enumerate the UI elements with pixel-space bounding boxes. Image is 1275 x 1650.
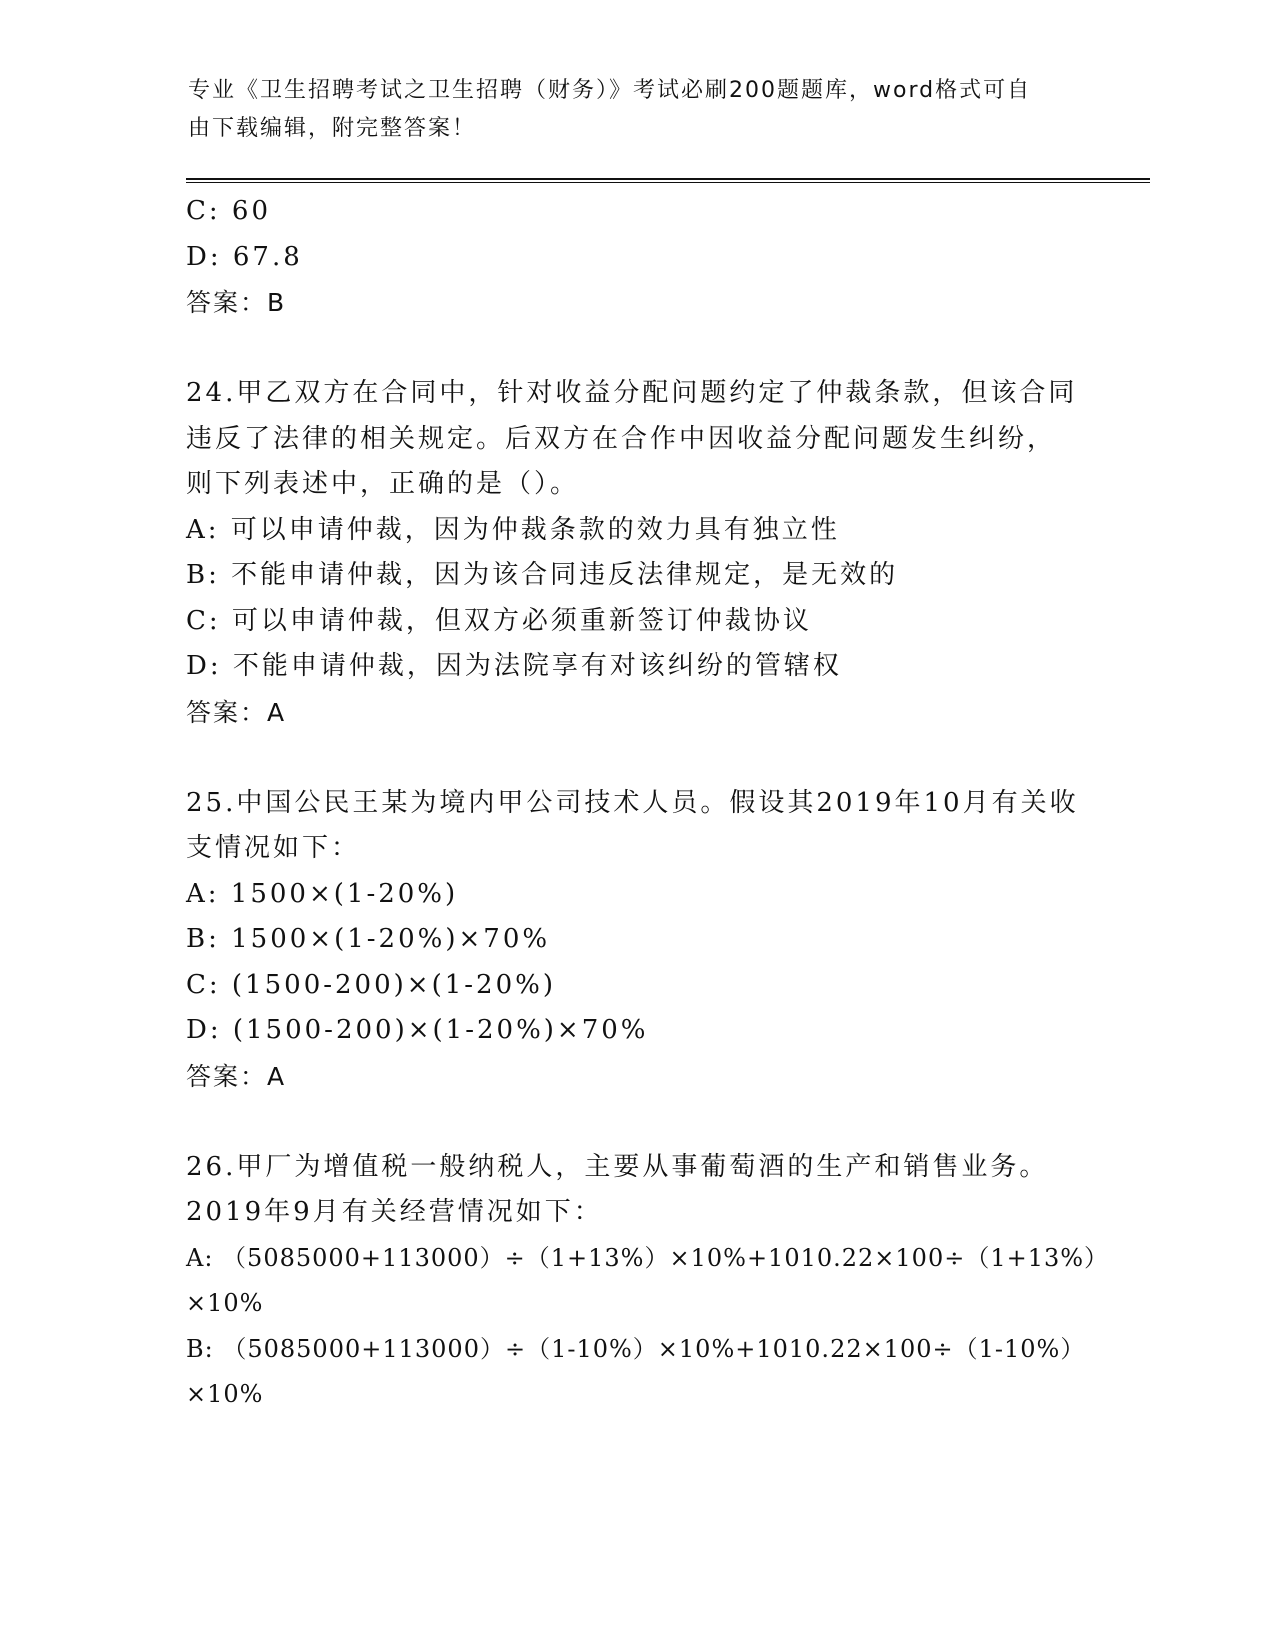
q25-option-d: D: (1500-200)×(1-20%)×70% bbox=[186, 1015, 649, 1045]
q26-stem-line-2: 2019年9月有关经营情况如下： bbox=[186, 1197, 603, 1227]
q25-option-b: B: 1500×(1-20%)×70% bbox=[186, 924, 551, 954]
header-divider-thick bbox=[186, 178, 1150, 180]
q24-stem-line-3: 则下列表述中，正确的是（）。 bbox=[186, 469, 580, 499]
q26-option-b-line-2: ×10% bbox=[186, 1380, 264, 1408]
q24-option-d: D: 不能申请仲裁，因为法院享有对该纠纷的管辖权 bbox=[186, 651, 842, 681]
header-line-1: 专业《卫生招聘考试之卫生招聘（财务）》考试必刷200题题库，word格式可自 bbox=[188, 78, 1032, 103]
spacer bbox=[186, 326, 1086, 372]
q26-option-a-line-1: A: （5085000+113000）÷（1+13%）×10%+1010.22×100÷（1+13%） bbox=[186, 1243, 1110, 1272]
q24-option-b: B: 不能申请仲裁，因为该合同违反法律规定，是无效的 bbox=[186, 560, 899, 590]
q25-answer: 答案：A bbox=[186, 1061, 287, 1091]
q24-stem-line-2: 违反了法律的相关规定。后双方在合作中因收益分配问题发生纠纷， bbox=[186, 423, 1057, 454]
q24-option-a: A: 可以申请仲裁，因为仲裁条款的效力具有独立性 bbox=[186, 514, 840, 545]
document-header bbox=[188, 72, 1068, 148]
q25-option-c: C: (1500-200)×(1-20%) bbox=[186, 969, 556, 1000]
header-divider-thin bbox=[186, 182, 1150, 183]
q23-answer: 答案：B bbox=[186, 288, 287, 317]
q25-stem-line-1: 25.中国公民王某为境内甲公司技术人员。假设其2019年10月有关收 bbox=[186, 787, 1079, 818]
q23-option-c: C: 60 bbox=[186, 196, 272, 226]
q26-stem-line-1: 26.甲厂为增值税一般纳税人，主要从事葡萄酒的生产和销售业务。 bbox=[186, 1151, 1049, 1182]
q24-answer: 答案：A bbox=[186, 697, 287, 727]
q25-option-a: A: 1500×(1-20%) bbox=[186, 878, 459, 909]
q24-option-c: C: 可以申请仲裁，但双方必须重新签订仲裁协议 bbox=[186, 605, 812, 636]
q26-option-b-line-1: B: （5085000+113000）÷（1-10%）×10%+1010.22×100÷（1-10%） bbox=[186, 1334, 1086, 1363]
spacer bbox=[186, 735, 1086, 781]
q24-stem-line-1: 24.甲乙双方在合同中，针对收益分配问题约定了仲裁条款，但该合同 bbox=[186, 378, 1078, 408]
q25-stem-line-2: 支情况如下： bbox=[186, 833, 361, 863]
spacer bbox=[186, 1099, 1086, 1145]
q23-option-d: D: 67.8 bbox=[186, 241, 303, 272]
q26-option-a-line-2: ×10% bbox=[186, 1289, 264, 1317]
header-line-2: 由下载编辑，附完整答案！ bbox=[188, 116, 477, 141]
question-content bbox=[186, 189, 1110, 1418]
